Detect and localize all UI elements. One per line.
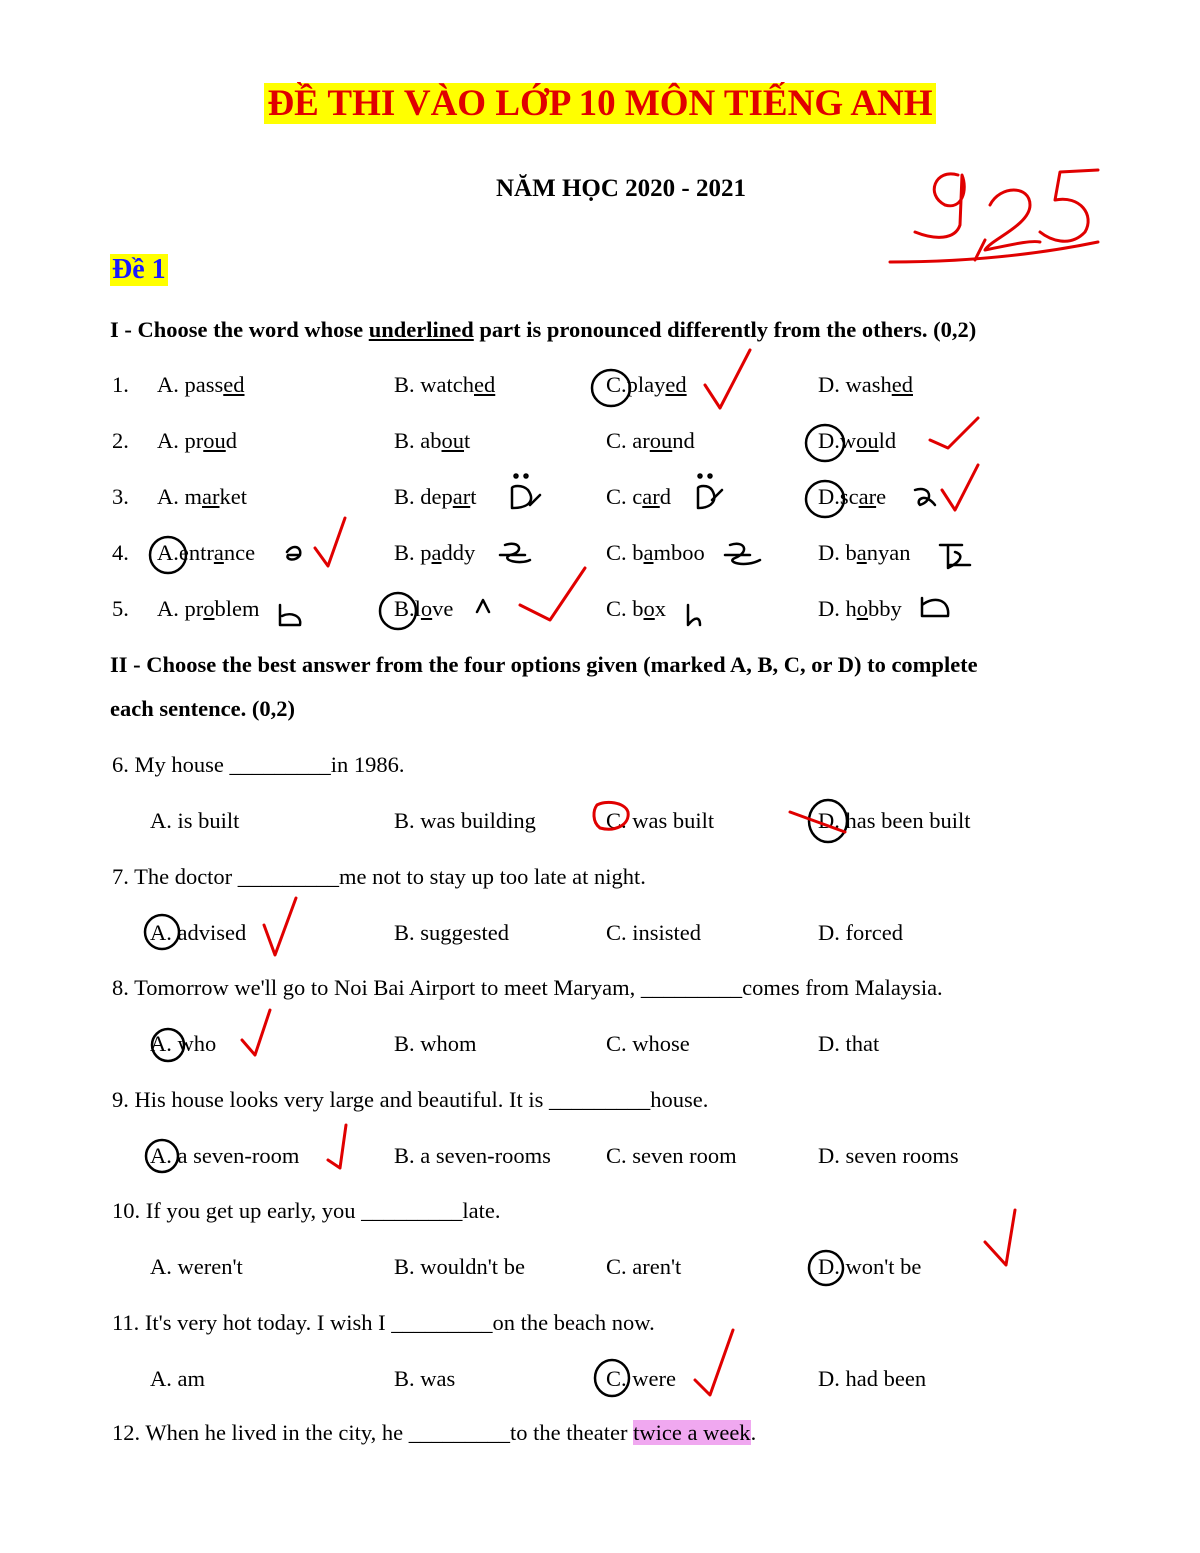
question-stem: 6. My house _________in 1986. (112, 752, 405, 777)
question-stem: 11. It's very hot today. I wish I _________on the beach now. (112, 1309, 655, 1335)
answer-option: C. insisted (606, 919, 702, 945)
answer-option: A. who (150, 1031, 217, 1056)
answer-option: A. a seven-room (150, 1142, 300, 1168)
answer-option: A. am (150, 1365, 205, 1391)
answer-option: C. aren't (606, 1254, 682, 1279)
answer-option: C. card (606, 484, 671, 509)
answer-option: C. box (606, 596, 667, 621)
question-stem: 9. His house looks very large and beautiful. It is _________house. (112, 1086, 709, 1112)
answer-option: B. paddy (394, 540, 476, 565)
answer-option: B. depart (394, 484, 477, 509)
question-stem: 8. Tomorrow we'll go to Noi Bai Airport to meet Maryam, _________comes from Malaysia. (112, 975, 943, 1000)
answer-option: B. suggested (394, 919, 509, 945)
section2-heading-line2: each sentence. (0,2) (110, 696, 295, 721)
answer-option: D. forced (818, 919, 903, 945)
answer-option: D. seven rooms (818, 1142, 959, 1168)
exam-label: Đề 1 (112, 254, 166, 285)
answer-option: C.played (606, 372, 687, 397)
answer-option: A. market (157, 484, 247, 509)
answer-option: D. had been (818, 1365, 927, 1391)
answer-option: A. proud (157, 428, 237, 453)
question-stem: 10. If you get up early, you _________late. (112, 1198, 501, 1223)
answer-option: C. was built (606, 808, 715, 833)
answer-option: A. problem (157, 596, 260, 621)
question-number: 5. (112, 596, 129, 621)
section1-heading: I - Choose the word whose underlined part is pronounced differently from the others. (0,2) (110, 317, 977, 342)
question-number: 2. (112, 428, 129, 453)
answer-option: D. has been built (818, 808, 971, 833)
answer-option: C. were (606, 1365, 676, 1391)
answer-option: C. around (606, 428, 695, 453)
answer-option: B. was (394, 1365, 456, 1391)
question-12: 12. When he lived in the city, he _________to the theater twice a week. (112, 1420, 757, 1445)
answer-option: D.scare (818, 484, 887, 509)
answer-option: B.love (394, 596, 454, 621)
answer-option: A. weren't (150, 1254, 243, 1279)
answer-option: D. that (818, 1031, 880, 1056)
answer-option: B. was building (394, 808, 536, 833)
question-number: 4. (112, 540, 129, 565)
school-year: NĂM HỌC 2020 - 2021 (496, 175, 746, 202)
answer-option: B. whom (394, 1031, 477, 1056)
answer-option: B. watched (394, 372, 496, 397)
answer-option: C. whose (606, 1031, 690, 1056)
answer-option: A. advised (150, 919, 247, 945)
answer-option: A.entrance (157, 540, 256, 565)
section2-heading-line1: II - Choose the best answer from the four options given (marked A, B, C, or D) to complete (110, 652, 978, 677)
answer-option: D. hobby (818, 596, 902, 621)
answer-option: D. banyan (818, 540, 911, 565)
answer-option: B. about (394, 428, 471, 453)
answer-option: B. a seven-rooms (394, 1142, 551, 1168)
highlighted-phrase: twice a week (633, 1420, 751, 1445)
question-stem: 7. The doctor _________me not to stay up too late at night. (112, 863, 646, 889)
answer-option: A. passed (157, 372, 245, 397)
answer-option: B. wouldn't be (394, 1254, 525, 1279)
answer-option: C. bamboo (606, 540, 705, 565)
answer-option: D.would (818, 428, 897, 453)
exam-title: ĐỀ THI VÀO LỚP 10 MÔN TIẾNG ANH (0, 82, 1200, 125)
answer-option: A. is built (150, 808, 240, 833)
question-number: 3. (112, 484, 129, 509)
answer-option: C. seven room (606, 1142, 737, 1168)
answer-option: D. won't be (818, 1254, 922, 1279)
answer-option: D. washed (818, 372, 913, 397)
question-number: 1. (112, 372, 129, 397)
